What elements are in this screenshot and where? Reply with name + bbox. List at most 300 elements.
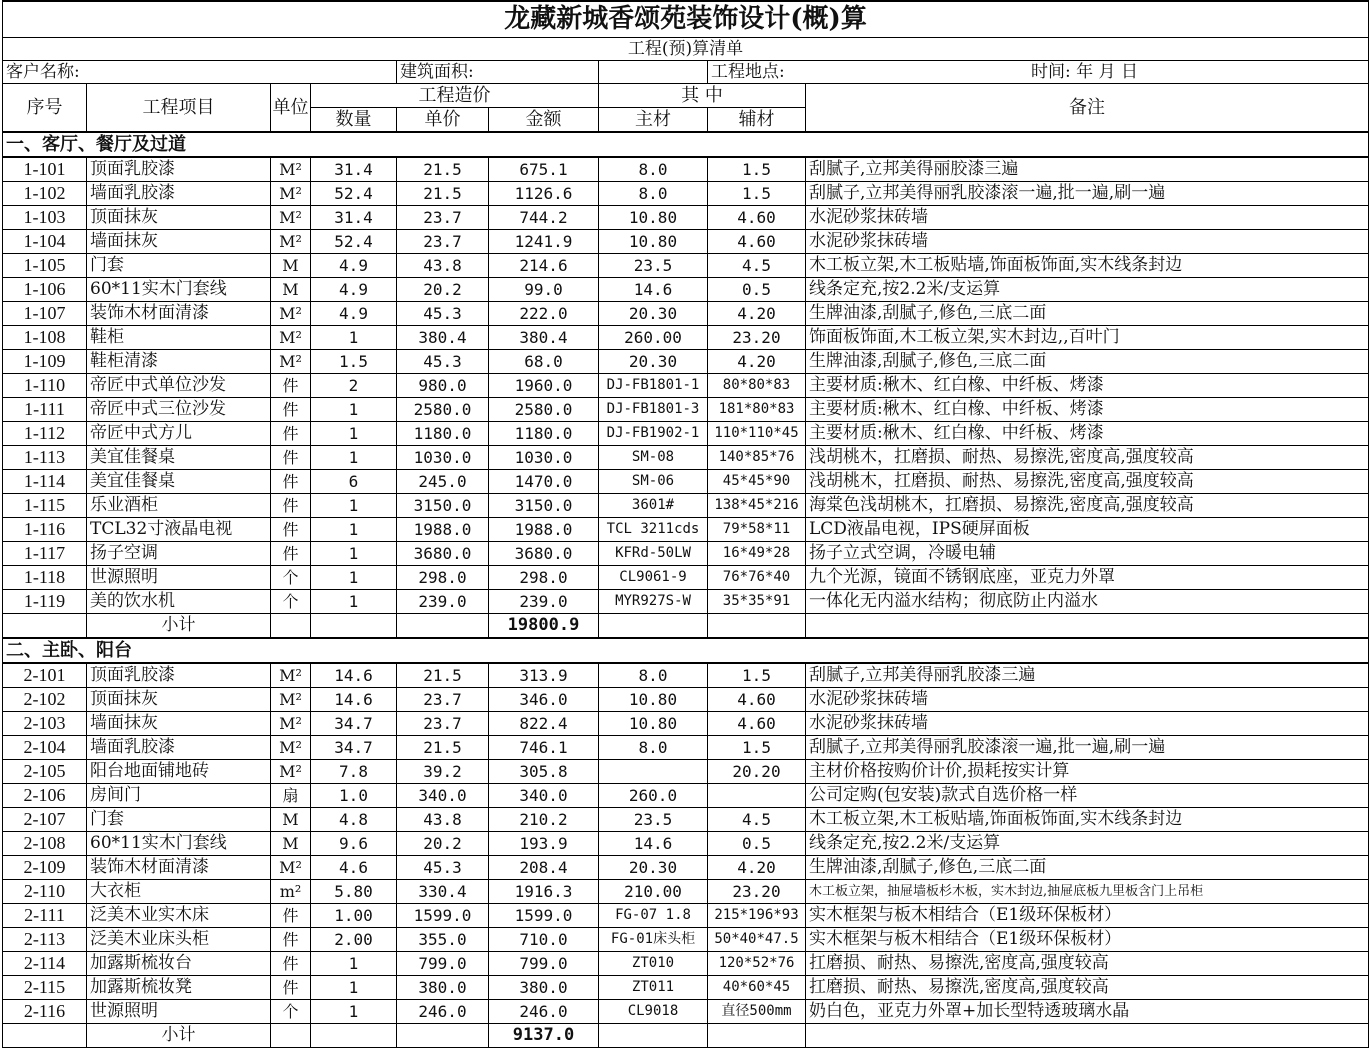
- amount-cell: 1241.9: [489, 230, 599, 254]
- price-cell: 20.2: [397, 832, 489, 856]
- blank-cell: [806, 1024, 1369, 1048]
- table-row[interactable]: [3, 928, 1369, 952]
- qty-cell: 6: [311, 470, 397, 494]
- table-row[interactable]: [3, 182, 1369, 206]
- price-cell: 23.7: [397, 206, 489, 230]
- amount-cell: 298.0: [489, 566, 599, 590]
- subtotal-amount: 9137.0: [489, 1024, 599, 1048]
- amount-cell: 68.0: [489, 350, 599, 374]
- unit-cell: M²: [271, 736, 311, 760]
- table-row[interactable]: [3, 1000, 1369, 1024]
- document-subtitle: 工程(预)算清单: [3, 38, 1369, 61]
- table-row[interactable]: [3, 832, 1369, 856]
- remarks-cell: 生牌油漆,刮腻子,修色,三底二面: [806, 302, 1369, 326]
- item-name-cell: 世源照明: [87, 566, 271, 590]
- price-cell: 21.5: [397, 736, 489, 760]
- remarks-cell: 生牌油漆,刮腻子,修色,三底二面: [806, 350, 1369, 374]
- price-cell: 43.8: [397, 254, 489, 278]
- aux-material-cell: 76*76*40: [708, 566, 806, 590]
- unit-cell: 件: [271, 374, 311, 398]
- item-name-cell: 鞋柜: [87, 326, 271, 350]
- serial-cell: 2-115: [3, 976, 87, 1000]
- qty-cell: 1: [311, 976, 397, 1000]
- table-row[interactable]: [3, 254, 1369, 278]
- main-material-cell: 23.5: [599, 254, 708, 278]
- remarks-cell: 实木框架与板木相结合（E1级环保板材）: [806, 928, 1369, 952]
- aux-material-cell: 138*45*216: [708, 494, 806, 518]
- location-date-field[interactable]: [708, 61, 1369, 84]
- serial-cell: 1-113: [3, 446, 87, 470]
- blank-cell: [397, 614, 489, 639]
- header-main-material: 主材: [599, 108, 708, 133]
- price-cell: 298.0: [397, 566, 489, 590]
- table-row[interactable]: [3, 494, 1369, 518]
- amount-cell: 1470.0: [489, 470, 599, 494]
- serial-cell: 2-114: [3, 952, 87, 976]
- customer-name-field[interactable]: 客户名称:: [3, 61, 397, 84]
- amount-cell: 246.0: [489, 1000, 599, 1024]
- qty-cell: 1: [311, 326, 397, 350]
- main-material-cell: 210.00: [599, 880, 708, 904]
- subtotal-label: 小计: [87, 1024, 271, 1048]
- serial-cell: 2-106: [3, 784, 87, 808]
- main-material-cell: 14.6: [599, 832, 708, 856]
- table-row[interactable]: [3, 518, 1369, 542]
- main-material-cell: MYR927S-W: [599, 590, 708, 614]
- serial-cell: 1-112: [3, 422, 87, 446]
- remarks-cell: 水泥砂浆抹砖墙: [806, 206, 1369, 230]
- amount-cell: 1126.6: [489, 182, 599, 206]
- aux-material-cell: 23.20: [708, 880, 806, 904]
- aux-material-cell: 79*58*11: [708, 518, 806, 542]
- blank-cell: [708, 614, 806, 639]
- qty-cell: 14.6: [311, 688, 397, 712]
- amount-cell: 2580.0: [489, 398, 599, 422]
- main-material-cell: CL9018: [599, 1000, 708, 1024]
- serial-cell: 2-105: [3, 760, 87, 784]
- main-material-cell: 8.0: [599, 736, 708, 760]
- price-cell: 39.2: [397, 760, 489, 784]
- price-cell: 1030.0: [397, 446, 489, 470]
- aux-material-cell: 0.5: [708, 832, 806, 856]
- amount-cell: 346.0: [489, 688, 599, 712]
- table-row[interactable]: [3, 206, 1369, 230]
- subtotal-label: 小计: [87, 614, 271, 639]
- qty-cell: 2.00: [311, 928, 397, 952]
- price-cell: 45.3: [397, 856, 489, 880]
- aux-material-cell: 直径500mm: [708, 1000, 806, 1024]
- main-material-cell: FG-01床头柜: [599, 928, 708, 952]
- item-name-cell: 60*11实木门套线: [87, 278, 271, 302]
- price-cell: 21.5: [397, 182, 489, 206]
- price-cell: 380.0: [397, 976, 489, 1000]
- amount-cell: 1960.0: [489, 374, 599, 398]
- table-row[interactable]: [3, 398, 1369, 422]
- main-material-cell: DJ-FB1902-1: [599, 422, 708, 446]
- table-row[interactable]: [3, 278, 1369, 302]
- table-row[interactable]: [3, 712, 1369, 736]
- remarks-cell: 线条定充,按2.2米/支运算: [806, 278, 1369, 302]
- table-row[interactable]: [3, 784, 1369, 808]
- remarks-cell: 扬子立式空调，冷暖电辅: [806, 542, 1369, 566]
- item-name-cell: 阳台地面铺地砖: [87, 760, 271, 784]
- remarks-cell: 浅胡桃木，扛磨损、耐热、易擦洗,密度高,强度较高: [806, 470, 1369, 494]
- budget-table: [2, 0, 1369, 1048]
- price-cell: 3150.0: [397, 494, 489, 518]
- aux-material-cell: 4.60: [708, 230, 806, 254]
- unit-cell: 件: [271, 928, 311, 952]
- header-serial: 序号: [3, 84, 87, 133]
- qty-cell: 1: [311, 590, 397, 614]
- serial-cell: 1-104: [3, 230, 87, 254]
- unit-cell: 件: [271, 470, 311, 494]
- table-row[interactable]: [3, 688, 1369, 712]
- remarks-cell: 扛磨损、耐热、易擦洗,密度高,强度较高: [806, 952, 1369, 976]
- qty-cell: 34.7: [311, 712, 397, 736]
- budget-sheet: [2, 0, 1368, 1048]
- item-name-cell: 门套: [87, 254, 271, 278]
- item-name-cell: 鞋柜清漆: [87, 350, 271, 374]
- price-cell: 355.0: [397, 928, 489, 952]
- header-qty: 数量: [311, 108, 397, 133]
- qty-cell: 1: [311, 518, 397, 542]
- serial-cell: 2-107: [3, 808, 87, 832]
- item-name-cell: 乐业酒柜: [87, 494, 271, 518]
- aux-material-cell: 4.60: [708, 712, 806, 736]
- amount-cell: 1180.0: [489, 422, 599, 446]
- unit-cell: M²: [271, 712, 311, 736]
- main-material-cell: 260.00: [599, 326, 708, 350]
- qty-cell: 31.4: [311, 206, 397, 230]
- item-name-cell: 顶面乳胶漆: [87, 157, 271, 182]
- main-material-cell: 260.0: [599, 784, 708, 808]
- item-name-cell: 加露斯梳妆台: [87, 952, 271, 976]
- qty-cell: 1.00: [311, 904, 397, 928]
- header-unit: 单位: [271, 84, 311, 133]
- remarks-cell: 主要材质:楸木、红白橡、中纤板、烤漆: [806, 374, 1369, 398]
- project-location-label: 工程地点:: [711, 62, 785, 82]
- item-name-cell: 扬子空调: [87, 542, 271, 566]
- serial-cell: 1-116: [3, 518, 87, 542]
- table-row[interactable]: [3, 808, 1369, 832]
- unit-cell: M: [271, 832, 311, 856]
- aux-material-cell: 110*110*45: [708, 422, 806, 446]
- table-row[interactable]: [3, 856, 1369, 880]
- main-material-cell: 10.80: [599, 206, 708, 230]
- price-cell: 245.0: [397, 470, 489, 494]
- subtotal-row: [3, 614, 1369, 639]
- remarks-cell: 饰面板饰面,木工板立架,实木封边,,百叶门: [806, 326, 1369, 350]
- item-name-cell: 门套: [87, 808, 271, 832]
- remarks-cell: 刮腻子,立邦美得丽乳胶漆三遍: [806, 663, 1369, 688]
- qty-cell: 4.9: [311, 302, 397, 326]
- blank-cell: [599, 614, 708, 639]
- unit-cell: M: [271, 254, 311, 278]
- remarks-cell: 线条定充,按2.2米/支运算: [806, 832, 1369, 856]
- serial-cell: 1-110: [3, 374, 87, 398]
- remarks-cell: 扛磨损、耐热、易擦洗,密度高,强度较高: [806, 976, 1369, 1000]
- price-cell: 23.7: [397, 712, 489, 736]
- main-material-cell: KFRd-50LW: [599, 542, 708, 566]
- blank-cell: [599, 1024, 708, 1048]
- aux-material-cell: 20.20: [708, 760, 806, 784]
- table-row[interactable]: [3, 566, 1369, 590]
- amount-cell: 380.4: [489, 326, 599, 350]
- table-row[interactable]: [3, 157, 1369, 182]
- main-material-cell: ZT011: [599, 976, 708, 1000]
- remarks-cell: 水泥砂浆抹砖墙: [806, 712, 1369, 736]
- table-row[interactable]: [3, 976, 1369, 1000]
- item-name-cell: 装饰木材面清漆: [87, 856, 271, 880]
- blank-cell: [806, 614, 1369, 639]
- serial-cell: 2-103: [3, 712, 87, 736]
- item-name-cell: 美宜佳餐桌: [87, 446, 271, 470]
- blank-cell: [397, 1024, 489, 1048]
- serial-cell: 2-108: [3, 832, 87, 856]
- item-name-cell: 墙面乳胶漆: [87, 182, 271, 206]
- qty-cell: 1.5: [311, 350, 397, 374]
- price-cell: 45.3: [397, 350, 489, 374]
- price-cell: 1988.0: [397, 518, 489, 542]
- blank-cell: [311, 1024, 397, 1048]
- table-row[interactable]: [3, 230, 1369, 254]
- blank-cell: [271, 1024, 311, 1048]
- table-row[interactable]: [3, 904, 1369, 928]
- unit-cell: 件: [271, 952, 311, 976]
- aux-material-cell: 4.20: [708, 350, 806, 374]
- serial-cell: 1-101: [3, 157, 87, 182]
- aux-material-cell: 4.20: [708, 856, 806, 880]
- serial-cell: 1-109: [3, 350, 87, 374]
- amount-cell: 99.0: [489, 278, 599, 302]
- aux-material-cell: 4.60: [708, 206, 806, 230]
- price-cell: 799.0: [397, 952, 489, 976]
- building-area-field[interactable]: 建筑面积:: [397, 61, 599, 84]
- qty-cell: 1: [311, 952, 397, 976]
- qty-cell: 5.80: [311, 880, 397, 904]
- amount-cell: 1599.0: [489, 904, 599, 928]
- remarks-cell: 海棠色浅胡桃木，扛磨损、易擦洗,密度高,强度较高: [806, 494, 1369, 518]
- amount-cell: 193.9: [489, 832, 599, 856]
- table-row[interactable]: [3, 422, 1369, 446]
- main-material-cell: [599, 760, 708, 784]
- price-cell: 239.0: [397, 590, 489, 614]
- price-cell: 20.2: [397, 278, 489, 302]
- remarks-cell: 主材价格按购价计价,损耗按实计算: [806, 760, 1369, 784]
- qty-cell: 4.9: [311, 278, 397, 302]
- unit-cell: M²: [271, 688, 311, 712]
- table-row[interactable]: [3, 663, 1369, 688]
- amount-cell: 239.0: [489, 590, 599, 614]
- blank-cell: [311, 614, 397, 639]
- aux-material-cell: 181*80*83: [708, 398, 806, 422]
- item-name-cell: 60*11实木门套线: [87, 832, 271, 856]
- main-material-cell: SM-08: [599, 446, 708, 470]
- table-row[interactable]: [3, 470, 1369, 494]
- unit-cell: M²: [271, 760, 311, 784]
- header-aux-material: 辅材: [708, 108, 806, 133]
- unit-cell: M²: [271, 302, 311, 326]
- main-material-cell: 10.80: [599, 230, 708, 254]
- header-cost-group: 工程造价: [311, 84, 599, 108]
- unit-cell: 个: [271, 566, 311, 590]
- amount-cell: 675.1: [489, 157, 599, 182]
- price-cell: 980.0: [397, 374, 489, 398]
- unit-cell: M²: [271, 326, 311, 350]
- serial-cell: 2-101: [3, 663, 87, 688]
- remarks-cell: 水泥砂浆抹砖墙: [806, 688, 1369, 712]
- aux-material-cell: 1.5: [708, 182, 806, 206]
- qty-cell: 1: [311, 422, 397, 446]
- unit-cell: M²: [271, 663, 311, 688]
- blank-cell: [3, 1024, 87, 1048]
- unit-cell: M²: [271, 206, 311, 230]
- remarks-cell: 刮腻子,立邦美得丽胶漆三遍: [806, 157, 1369, 182]
- price-cell: 1599.0: [397, 904, 489, 928]
- table-row[interactable]: [3, 760, 1369, 784]
- serial-cell: 1-117: [3, 542, 87, 566]
- unit-cell: 件: [271, 976, 311, 1000]
- item-name-cell: 墙面乳胶漆: [87, 736, 271, 760]
- aux-material-cell: 120*52*76: [708, 952, 806, 976]
- main-material-cell: DJ-FB1801-1: [599, 374, 708, 398]
- aux-material-cell: 23.20: [708, 326, 806, 350]
- section-title: 二、主卧、阳台: [3, 638, 1369, 663]
- item-name-cell: 美宜佳餐桌: [87, 470, 271, 494]
- serial-cell: 1-108: [3, 326, 87, 350]
- serial-cell: 2-109: [3, 856, 87, 880]
- table-row[interactable]: [3, 542, 1369, 566]
- aux-material-cell: 0.5: [708, 278, 806, 302]
- remarks-cell: 木工板立架,木工板贴墙,饰面板饰面,实木线条封边: [806, 254, 1369, 278]
- serial-cell: 1-114: [3, 470, 87, 494]
- unit-cell: 个: [271, 1000, 311, 1024]
- blank-cell: [3, 614, 87, 639]
- remarks-cell: 木工板立架，抽屉墙板杉木板，实木封边,抽屉底板九里板含门上吊柜: [806, 880, 1369, 904]
- remarks-cell: 实木框架与板木相结合（E1级环保板材）: [806, 904, 1369, 928]
- item-name-cell: 加露斯梳妆凳: [87, 976, 271, 1000]
- unit-cell: M: [271, 278, 311, 302]
- price-cell: 43.8: [397, 808, 489, 832]
- price-cell: 3680.0: [397, 542, 489, 566]
- amount-cell: 214.6: [489, 254, 599, 278]
- unit-cell: M²: [271, 182, 311, 206]
- amount-cell: 710.0: [489, 928, 599, 952]
- serial-cell: 2-110: [3, 880, 87, 904]
- amount-cell: 799.0: [489, 952, 599, 976]
- price-cell: 1180.0: [397, 422, 489, 446]
- serial-cell: 1-105: [3, 254, 87, 278]
- item-name-cell: 泛美木业实木床: [87, 904, 271, 928]
- remarks-cell: 木工板立架,木工板贴墙,饰面板饰面,实木线条封边: [806, 808, 1369, 832]
- qty-cell: 1: [311, 494, 397, 518]
- table-row[interactable]: [3, 736, 1369, 760]
- item-name-cell: TCL32寸液晶电视: [87, 518, 271, 542]
- aux-material-cell: 140*85*76: [708, 446, 806, 470]
- amount-cell: 340.0: [489, 784, 599, 808]
- remarks-cell: 一体化无内溢水结构；彻底防止内溢水: [806, 590, 1369, 614]
- item-name-cell: 墙面抹灰: [87, 230, 271, 254]
- table-row[interactable]: [3, 302, 1369, 326]
- blank-cell: [271, 614, 311, 639]
- aux-material-cell: 16*49*28: [708, 542, 806, 566]
- section-title: 一、客厅、餐厅及过道: [3, 132, 1369, 157]
- table-row[interactable]: [3, 952, 1369, 976]
- qty-cell: 52.4: [311, 182, 397, 206]
- serial-cell: 2-102: [3, 688, 87, 712]
- qty-cell: 4.9: [311, 254, 397, 278]
- amount-cell: 1030.0: [489, 446, 599, 470]
- aux-material-cell: 4.5: [708, 808, 806, 832]
- amount-cell: 746.1: [489, 736, 599, 760]
- table-row[interactable]: [3, 880, 1369, 904]
- item-name-cell: 泛美木业床头柜: [87, 928, 271, 952]
- serial-cell: 1-111: [3, 398, 87, 422]
- serial-cell: 2-111: [3, 904, 87, 928]
- unit-cell: m²: [271, 880, 311, 904]
- item-name-cell: 顶面抹灰: [87, 688, 271, 712]
- qty-cell: 9.6: [311, 832, 397, 856]
- aux-material-cell: 1.5: [708, 157, 806, 182]
- price-cell: 340.0: [397, 784, 489, 808]
- price-cell: 23.7: [397, 688, 489, 712]
- amount-cell: 1988.0: [489, 518, 599, 542]
- aux-material-cell: 215*196*93: [708, 904, 806, 928]
- serial-cell: 1-119: [3, 590, 87, 614]
- price-cell: 330.4: [397, 880, 489, 904]
- price-cell: 21.5: [397, 663, 489, 688]
- serial-cell: 1-115: [3, 494, 87, 518]
- table-row[interactable]: [3, 326, 1369, 350]
- serial-cell: 1-118: [3, 566, 87, 590]
- header-remarks: 备注: [806, 84, 1369, 133]
- unit-cell: 件: [271, 904, 311, 928]
- unit-cell: M: [271, 808, 311, 832]
- main-material-cell: 8.0: [599, 182, 708, 206]
- qty-cell: 52.4: [311, 230, 397, 254]
- amount-cell: 744.2: [489, 206, 599, 230]
- main-material-cell: ZT010: [599, 952, 708, 976]
- remarks-cell: 主要材质:楸木、红白橡、中纤板、烤漆: [806, 398, 1369, 422]
- table-row[interactable]: [3, 374, 1369, 398]
- header-amount: 金额: [489, 108, 599, 133]
- amount-cell: 208.4: [489, 856, 599, 880]
- date-label: 时间: 年 月 日: [1031, 62, 1138, 82]
- item-name-cell: 房间门: [87, 784, 271, 808]
- qty-cell: 1.0: [311, 784, 397, 808]
- qty-cell: 1: [311, 446, 397, 470]
- table-row[interactable]: [3, 350, 1369, 374]
- amount-cell: 313.9: [489, 663, 599, 688]
- main-material-cell: 10.80: [599, 712, 708, 736]
- unit-cell: 件: [271, 422, 311, 446]
- qty-cell: 1: [311, 542, 397, 566]
- serial-cell: 1-107: [3, 302, 87, 326]
- item-name-cell: 顶面乳胶漆: [87, 663, 271, 688]
- aux-material-cell: 4.20: [708, 302, 806, 326]
- unit-cell: 件: [271, 542, 311, 566]
- blank-info-cell: [599, 61, 708, 84]
- qty-cell: 2: [311, 374, 397, 398]
- item-name-cell: 装饰木材面清漆: [87, 302, 271, 326]
- table-row[interactable]: [3, 590, 1369, 614]
- amount-cell: 3150.0: [489, 494, 599, 518]
- item-name-cell: 世源照明: [87, 1000, 271, 1024]
- amount-cell: 822.4: [489, 712, 599, 736]
- subtotal-amount: 19800.9: [489, 614, 599, 639]
- table-row[interactable]: [3, 446, 1369, 470]
- header-item: 工程项目: [87, 84, 271, 133]
